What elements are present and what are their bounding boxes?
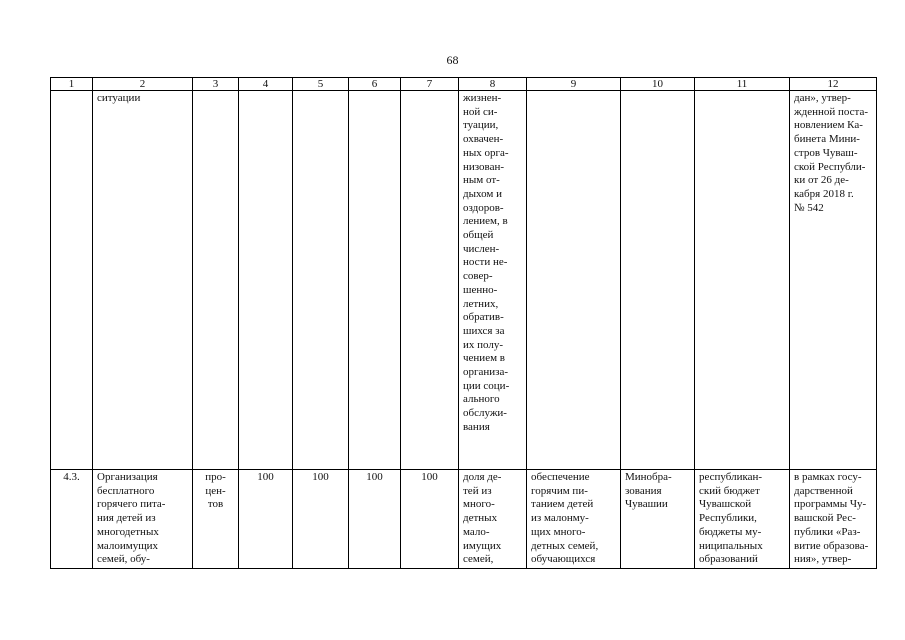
column-header: 2 bbox=[93, 78, 193, 91]
table-cell-basis: дан», утвер- жденной поста- новлением Ка- бинета Мини- стров Чуваш- ской Республи- ки от 26 де- кабря 2018 г. № 542 bbox=[790, 91, 877, 470]
table-cell-executor: Минобра- зования Чувашии bbox=[621, 470, 695, 569]
column-header: 8 bbox=[459, 78, 527, 91]
column-header: 9 bbox=[527, 78, 621, 91]
table-cell-activity: ситуации bbox=[93, 91, 193, 470]
table-cell-unit: про- цен- тов bbox=[193, 470, 239, 569]
column-header: 6 bbox=[349, 78, 401, 91]
table-cell-value bbox=[293, 91, 349, 470]
table-cell-basis: в рамках госу- дарственной программы Чу- вашской Рес- публики «Раз- витие образова- ния», утвер- bbox=[790, 470, 877, 569]
column-header: 11 bbox=[695, 78, 790, 91]
column-header: 4 bbox=[239, 78, 293, 91]
column-header: 10 bbox=[621, 78, 695, 91]
table-cell-number: 4.3. bbox=[51, 470, 93, 569]
table-cell-value: 100 bbox=[349, 470, 401, 569]
table-row bbox=[51, 91, 877, 470]
table-cell-unit bbox=[193, 91, 239, 470]
table-cell-executor bbox=[621, 91, 695, 470]
table-row bbox=[51, 470, 877, 569]
table-cell-number bbox=[51, 91, 93, 470]
table-cell-value: 100 bbox=[239, 470, 293, 569]
table-cell-funding: республикан- ский бюджет Чувашской Республики, бюджеты му- ниципальных образований bbox=[695, 470, 790, 569]
page-number: 68 bbox=[446, 53, 459, 67]
table-cell-indicator: доля де- тей из много- детных мало- имущих семей, bbox=[459, 470, 527, 569]
document-table bbox=[50, 77, 877, 569]
table-cell-value bbox=[349, 91, 401, 470]
column-header: 3 bbox=[193, 78, 239, 91]
column-header: 5 bbox=[293, 78, 349, 91]
table-cell-activity: Организация бесплатного горячего пита- ния детей из многодетных малоимущих семей, обу- bbox=[93, 470, 193, 569]
table-cell-result: обеспечение горячим пи- танием детей из малонму- щих много- детных семей, обучающихся bbox=[527, 470, 621, 569]
column-header: 1 bbox=[51, 78, 93, 91]
table-cell-value bbox=[401, 91, 459, 470]
table-cell-result bbox=[527, 91, 621, 470]
table-header-row bbox=[51, 78, 877, 91]
column-header: 7 bbox=[401, 78, 459, 91]
table-cell-indicator: жизнен- ной си- туации, охвачен- ных орга- низован- ным от- дыхом и оздоров- лением, в общей числен- ности не- совер- шенно- летних, обратив- шихся за их полу- чением в организа- ции соци- ального обслужи- вания bbox=[459, 91, 527, 470]
table-cell-funding bbox=[695, 91, 790, 470]
table-cell-value: 100 bbox=[401, 470, 459, 569]
table-cell-value bbox=[239, 91, 293, 470]
table-cell-value: 100 bbox=[293, 470, 349, 569]
column-header: 12 bbox=[790, 78, 877, 91]
